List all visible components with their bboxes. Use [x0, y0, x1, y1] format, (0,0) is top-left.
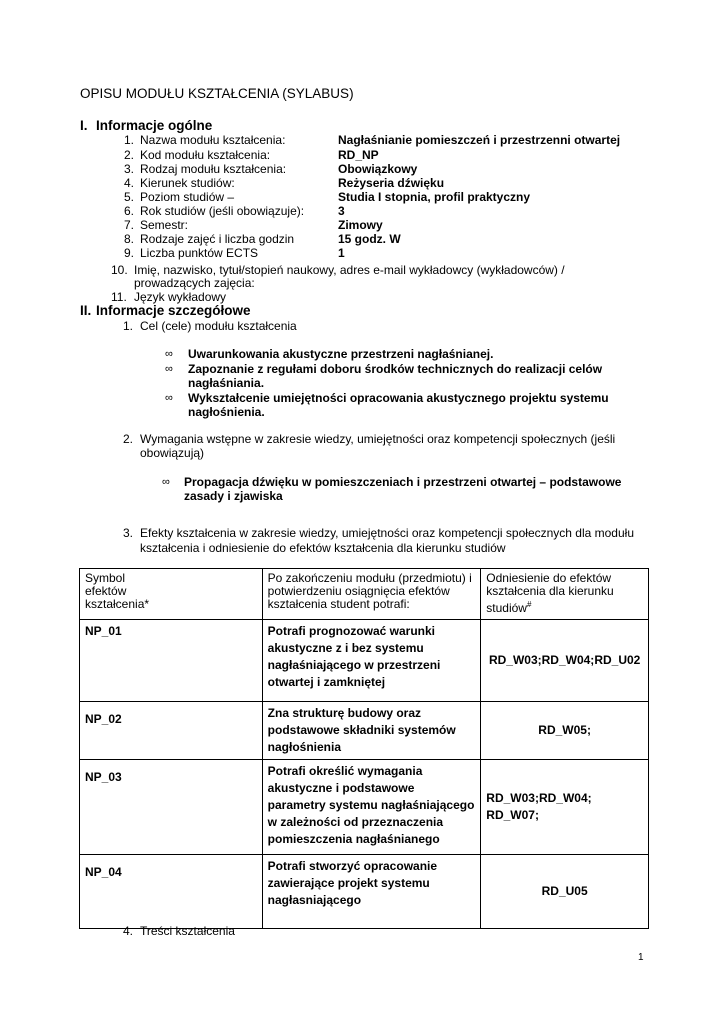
header-reference-line1: Odniesienie do efektów	[486, 571, 612, 585]
header-symbol-line2: efektów	[85, 584, 127, 598]
info-item-label: Rok studiów (jeśli obowiązuje):	[140, 204, 305, 218]
table-row	[80, 620, 649, 702]
detail-item-1	[0, 319, 724, 333]
outcome-description	[262, 620, 481, 702]
info-item-label: Nazwa modułu kształcenia:	[140, 133, 286, 147]
goal-3-line1: Wykształcenie umiejętności opracowania akustycznego projektu systemu	[188, 391, 609, 405]
outcome-description-line: zawierające projekt systemu	[267, 876, 430, 890]
detail-item-2-line1: Wymagania wstępne w zakresie wiedzy, umiejętności oraz kompetencji społecznych (jeśli	[140, 432, 616, 446]
info-item-10-line1: Imię, nazwisko, tytuł/stopień naukowy, adres e-mail wykładowcy (wykładowców) /	[134, 263, 565, 277]
detail-item-2-cont	[0, 446, 724, 460]
info-item-10-line2: prowadzących zajęcia:	[134, 276, 255, 290]
outcome-description-line: nagłośnienia	[267, 740, 342, 754]
goal-2-line2: nagłaśniania.	[188, 376, 265, 390]
info-item-label: Rodzaj modułu kształcenia:	[140, 162, 287, 176]
learning-outcomes-table	[79, 568, 649, 929]
outcome-references	[481, 620, 649, 702]
header-symbol-line3: kształcenia*	[85, 597, 150, 611]
outcome-references	[481, 855, 649, 929]
info-item-value: RD_NP	[338, 148, 379, 162]
outcome-reference: RD_W05;	[538, 723, 591, 737]
outcome-description-line: w zależności od przeznaczenia	[267, 815, 444, 829]
document-title: OPISU MODUŁU KSZTAŁCENIA (SYLABUS)	[80, 86, 354, 101]
info-item-number: 8.	[123, 232, 134, 246]
section-2-number: II.	[80, 303, 92, 318]
info-item-number: 6.	[123, 204, 134, 218]
outcome-code: NP_02	[80, 702, 263, 760]
info-item-11-number: 11.	[111, 290, 127, 304]
detail-item-3-line1: Efekty kształcenia w zakresie wiedzy, umiejętności oraz kompetencji społecznych dla modułu	[140, 526, 634, 540]
info-item	[0, 133, 724, 147]
info-item-value: 1	[338, 246, 345, 260]
table-row	[80, 855, 649, 929]
info-item-number: 1.	[123, 133, 134, 147]
info-item-value: Nagłaśnianie pomieszczeń i przestrzenni otwartej	[338, 133, 621, 147]
header-symbol	[80, 569, 263, 620]
goal-3-line2: nagłośnienia.	[188, 405, 265, 419]
info-item-value: Obowiązkowy	[338, 162, 418, 176]
outcome-description-line: akustyczne z i bez systemu	[267, 641, 424, 655]
header-reference-line2: kształcenia dla kierunku	[486, 584, 614, 598]
outcome-reference: RD_W04;	[541, 653, 595, 667]
info-item-label: Rodzaje zajęć i liczba godzin	[140, 232, 295, 246]
info-item	[0, 204, 724, 218]
info-item-label: Poziom studiów –	[140, 190, 235, 204]
info-item-label: Semestr:	[140, 218, 189, 232]
header-outcome-line3: kształcenia student potrafi:	[267, 597, 410, 611]
outcome-description-line: pomieszczenia nagłaśnianego	[267, 832, 440, 846]
detail-item-2	[0, 432, 724, 446]
info-item-value: Reżyseria dźwięku	[338, 176, 445, 190]
header-outcome-line1: Po zakończeniu modułu (przedmiotu) i	[267, 571, 472, 585]
detail-item-4	[0, 924, 724, 938]
outcome-description-line: nagłasniającego	[267, 893, 362, 907]
outcome-code: NP_03	[80, 760, 263, 855]
outcome-reference: RD_W04;	[538, 791, 592, 805]
info-item	[0, 190, 724, 204]
info-item-10-cont	[0, 276, 724, 290]
infinity-bullet-icon: ∞	[162, 476, 170, 488]
outcome-reference: RD_U02	[594, 653, 641, 667]
outcome-description-line: otwartej i zamkniętej	[267, 675, 386, 689]
detail-item-2-line2: obowiązują)	[140, 446, 205, 460]
prerequisites-list	[0, 475, 724, 505]
goals-list	[0, 347, 724, 417]
header-reference-line3: studiów	[486, 601, 527, 615]
info-item-label: Kierunek studiów:	[140, 176, 235, 190]
info-item-10	[0, 263, 724, 277]
outcome-description	[262, 702, 481, 760]
header-reference	[481, 569, 649, 620]
outcome-references	[481, 760, 649, 855]
info-item	[0, 162, 724, 176]
section-1-title: Informacje ogólne	[96, 118, 213, 133]
header-outcome-line2: potwierdzeniu osiągnięcia efektów	[267, 584, 450, 598]
detail-item-4-label: Treści kształcenia	[140, 924, 235, 938]
goal-2-line1: Zapoznanie z regułami doboru środków technicznych do realizacji celów	[188, 362, 603, 376]
info-item	[0, 218, 724, 232]
info-item-11-label: Język wykładowy	[134, 290, 227, 304]
outcome-description-line: Zna strukturę budowy oraz	[267, 706, 422, 720]
info-item-number: 2.	[123, 148, 134, 162]
info-item	[0, 232, 724, 246]
info-item-value: 3	[338, 204, 345, 218]
outcome-description-line: Potrafi stworzyć opracowanie	[267, 859, 438, 873]
detail-item-3	[0, 526, 724, 540]
header-symbol-line1: Symbol	[85, 571, 126, 585]
header-outcome	[262, 569, 481, 620]
info-item-10-number: 10.	[111, 263, 128, 277]
info-item	[0, 176, 724, 190]
outcome-code: NP_04	[80, 855, 263, 929]
info-item-number: 7.	[123, 218, 134, 232]
prereq-line1: Propagacja dźwięku w pomieszczeniach i przestrzeni otwartej – podstawowe	[184, 475, 622, 489]
info-item-number: 9.	[123, 246, 134, 260]
info-item-value: 15 godz. W	[338, 232, 401, 246]
table-row	[80, 760, 649, 855]
info-item-label: Liczba punktów ECTS	[140, 246, 259, 260]
outcome-description-line: podstawowe składniki systemów	[267, 723, 456, 737]
detail-item-1-label: Cel (cele) modułu kształcenia	[140, 319, 297, 333]
table-row	[80, 702, 649, 760]
outcome-description-line: nagłaśniającego w przestrzeni	[267, 658, 441, 672]
infinity-bullet-icon: ∞	[165, 392, 173, 404]
outcome-description-line: parametry systemu nagłaśniającego	[267, 798, 475, 812]
info-item-value: Studia I stopnia, profil praktyczny	[338, 190, 531, 204]
outcome-description	[262, 855, 481, 929]
outcome-reference: RD_U05	[541, 884, 588, 898]
info-item	[0, 148, 724, 162]
outcome-code: NP_01	[80, 620, 263, 702]
table-header-row	[80, 569, 649, 620]
info-item	[0, 246, 724, 260]
info-item-number: 4.	[123, 176, 134, 190]
infinity-bullet-icon: ∞	[165, 348, 173, 360]
prereq-line2: zasady i zjawiska	[184, 489, 283, 503]
outcome-references	[481, 702, 649, 760]
info-item-number: 3.	[123, 162, 134, 176]
outcome-reference: RD_W03;	[486, 791, 539, 805]
outcome-description-line: Potrafi prognozować warunki	[267, 624, 436, 638]
section-1-number: I.	[80, 118, 88, 133]
section-2-title: Informacje szczegółowe	[96, 303, 251, 318]
info-item-label: Kod modułu kształcenia:	[140, 148, 271, 162]
table-body	[80, 620, 649, 929]
detail-item-3-cont	[0, 541, 724, 555]
header-reference-footnote-mark: #	[526, 600, 532, 609]
outcome-description-line: akustyczne i podstawowe	[267, 781, 415, 795]
info-item-11	[0, 290, 724, 304]
outcome-reference: RD_W07;	[486, 808, 539, 822]
info-item-value: Zimowy	[338, 218, 383, 232]
detail-item-1-number: 1.	[123, 319, 134, 333]
detail-item-4-number: 4.	[123, 924, 134, 938]
outcome-description-line: Potrafi określić wymagania	[267, 764, 423, 778]
info-item-number: 5.	[123, 190, 134, 204]
infinity-bullet-icon: ∞	[165, 363, 173, 375]
outcome-description	[262, 760, 481, 855]
outcome-reference: RD_W03;	[488, 653, 542, 667]
detail-item-3-number: 3.	[123, 526, 134, 540]
goal-1-text: Uwarunkowania akustyczne przestrzeni nagłaśnianej.	[188, 347, 494, 361]
page-number: 1	[638, 952, 644, 963]
detail-item-2-number: 2.	[123, 432, 134, 446]
detail-item-3-line2: kształcenia i odniesienie do efektów kształcenia dla kierunku studiów	[140, 541, 506, 555]
